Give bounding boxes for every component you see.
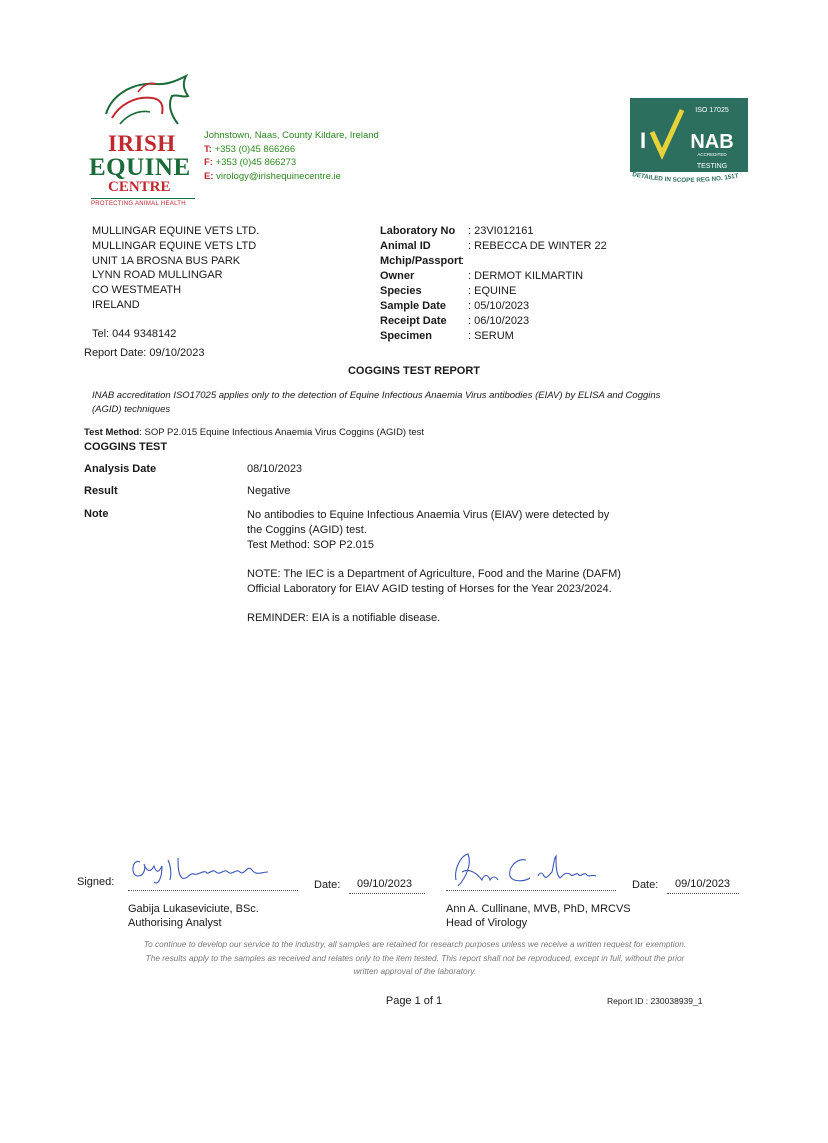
recipient-address <box>92 224 259 313</box>
signature-lukaseviciute <box>128 850 278 890</box>
logo-tagline: PROTECTING ANIMAL HEALTH <box>91 198 195 208</box>
lab-info-value: : 06/10/2023 <box>468 315 530 327</box>
note-method: Test Method: SOP P2.015 <box>247 539 374 551</box>
test-section-heading: COGGINS TEST <box>84 441 168 453</box>
lab-info-label: Animal ID <box>380 240 431 252</box>
lab-info-label: Specimen <box>380 330 432 342</box>
lab-info-value: : SERUM <box>468 330 514 342</box>
signature-cullinane <box>446 850 616 892</box>
svg-text:DETAILED IN SCOPE REG NO. 151T <box>632 171 740 184</box>
report-id: Report ID : 230038939_1 <box>607 996 703 1006</box>
signatory-2 <box>446 902 631 930</box>
note-label: Note <box>84 508 109 520</box>
result-value: Negative <box>247 485 291 497</box>
page-number: Page 1 of 1 <box>385 995 443 1007</box>
lab-info-value: : REBECCA DE WINTER 22 <box>468 240 607 252</box>
contact-fax: F: +353 (0)45 866273 <box>204 157 297 168</box>
signatory-1 <box>128 902 259 930</box>
recipient-tel: Tel: 044 9348142 <box>92 328 177 340</box>
note-paragraph: REMINDER: EIA is a notifiable disease. <box>247 612 441 624</box>
inab-testing: TESTING <box>696 163 728 170</box>
inab-name: NAB <box>690 131 734 153</box>
sig2-role: Head of Virology <box>446 917 528 929</box>
address-line: UNIT 1A BROSNA BUS PARK <box>92 254 241 267</box>
sig1-name: Gabija Lukaseviciute, BSc. <box>128 903 259 915</box>
svg-text:I: I <box>640 128 647 153</box>
note-paragraph: No antibodies to Equine Infectious Anaemia Virus (EIAV) were detected by the Coggins (AGID) test. <box>247 509 610 536</box>
lab-info-label: Sample Date <box>380 300 447 312</box>
lab-info-label: Owner <box>380 270 415 282</box>
lab-info-value: : 23VI012161 <box>468 225 534 237</box>
contact-details <box>204 129 379 183</box>
lab-info-label: Receipt Date <box>380 315 447 327</box>
logo-word-centre: CENTRE <box>108 179 171 195</box>
result-label: Result <box>84 485 118 497</box>
disclaimer-line: To continue to develop our service to the industry, all samples are retained for research purposes unless we receive a written request for exemption. <box>143 939 687 949</box>
disclaimer-line: The results apply to the samples as received and relates only to the item tested. This report shall not be reproduced, except in full, without the prior <box>145 952 685 963</box>
date-line-2 <box>667 893 739 894</box>
contact-address: Johnstown, Naas, County Kildare, Ireland <box>204 130 379 141</box>
horse-head-icon <box>98 74 190 130</box>
address-line: MULLINGAR EQUINE VETS LTD. <box>92 225 260 237</box>
inab-iso: ISO 17025 <box>695 107 729 114</box>
signature-line-1 <box>128 890 298 891</box>
signature-line-2 <box>446 890 616 891</box>
sig2-date: 09/10/2023 <box>675 878 731 890</box>
irish-equine-centre-logo <box>86 72 196 212</box>
contact-email[interactable]: E: virology@irishequinecentre.ie <box>204 170 341 182</box>
address-line: LYNN ROAD MULLINGAR <box>92 269 223 282</box>
logo-word-irish: IRISH <box>108 131 176 156</box>
date-line-1 <box>349 893 425 894</box>
sig2-name: Ann A. Cullinane, MVB, PhD, MRCVS <box>446 903 631 915</box>
logo-word-equine: EQUINE <box>89 154 191 181</box>
test-method: Test Method: SOP P2.015 Equine Infectious Anaemia Virus Coggins (AGID) test <box>84 427 425 438</box>
analysis-date-label: Analysis Date <box>84 463 157 475</box>
disclaimer-line: written approval of the laboratory. <box>353 966 477 976</box>
signed-label: Signed: <box>77 876 115 888</box>
disclaimer <box>110 938 720 979</box>
inab-accredited: ACCREDITED <box>697 152 727 157</box>
lab-info-value: : 05/10/2023 <box>468 300 530 312</box>
document-title: COGGINS TEST REPORT <box>347 365 480 377</box>
lab-info-label: Mchip/Passport <box>380 255 462 267</box>
note-paragraph: NOTE: The IEC is a Department of Agriculture, Food and the Marine (DAFM) Official Laboratory for EIAV AGID testing of Horses for the Year 2023/2024. <box>247 568 621 595</box>
address-line: CO WESTMEATH <box>92 284 182 297</box>
inab-accreditation-note: INAB accreditation ISO17025 applies only to the detection of Equine Infectious Anaemia Virus antibodies (EIAV) by ELISA and Coggins (AGID) techniques <box>92 390 661 415</box>
report-date: Report Date: 09/10/2023 <box>84 347 205 359</box>
contact-phone: T: +353 (0)45 866266 <box>204 143 296 155</box>
lab-info-label: Laboratory No <box>380 225 456 237</box>
inab-scope: DETAILED IN SCOPE REG NO. 151T <box>631 171 740 185</box>
sig1-role: Authorising Analyst <box>128 917 222 929</box>
date-label-2: Date: <box>632 879 659 891</box>
lab-info-label: Species <box>380 285 422 297</box>
note-text <box>247 508 627 640</box>
sig1-date: 09/10/2023 <box>357 878 413 890</box>
address-line: IRELAND <box>92 298 140 311</box>
inab-accreditation-badge <box>630 98 748 190</box>
address-line: MULLINGAR EQUINE VETS LTD <box>92 239 257 252</box>
date-label-1: Date: <box>314 879 341 891</box>
lab-info-value: : <box>461 255 465 267</box>
analysis-date-value: 08/10/2023 <box>247 463 303 475</box>
lab-info-value: : EQUINE <box>468 285 517 297</box>
lab-info-value: : DERMOT KILMARTIN <box>468 270 584 282</box>
